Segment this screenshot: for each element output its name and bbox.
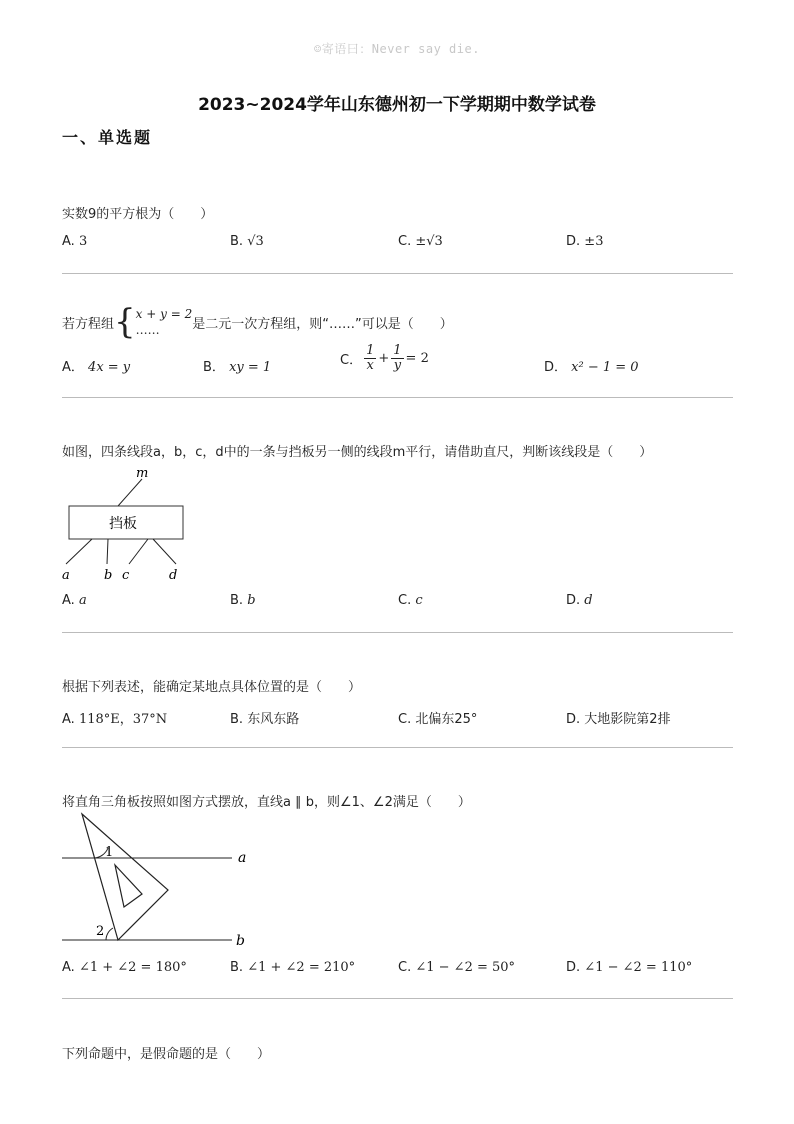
triangle-ruler-inner (115, 865, 142, 907)
q1-option-d[interactable]: D. ±3 (566, 234, 604, 249)
baffle-figure (60, 464, 200, 586)
system-line-2: …… (135, 323, 160, 337)
baffle-label: 挡板 (109, 516, 137, 532)
label-line-a: a (238, 850, 247, 866)
q3-option-c[interactable]: C. c (398, 593, 423, 608)
angle-1-label: 1 (105, 845, 114, 860)
q2-option-b[interactable]: B． xy = 1 (203, 360, 272, 375)
divider (62, 998, 733, 999)
label-a: a (62, 568, 70, 583)
q1-option-c[interactable]: C. ±√3 (398, 234, 443, 249)
segment-c (129, 539, 148, 564)
q5-option-c[interactable]: C. ∠1 − ∠2 = 50° (398, 960, 516, 975)
triangle-ruler-outer (82, 814, 168, 940)
segment-d (153, 539, 176, 564)
smiley-icon: ☺ (314, 42, 322, 56)
q3-option-d[interactable]: D. d (566, 593, 593, 608)
q4-option-b[interactable]: B. 东风东路 (230, 712, 300, 727)
q5-option-a[interactable]: A. ∠1 + ∠2 = 180° (62, 960, 187, 975)
q3-option-b[interactable]: B. b (230, 593, 256, 608)
q2-option-c[interactable]: C． $\frac{1}{x}$ + $\frac{1}{y}$ = 2 (340, 343, 429, 373)
q1-option-b[interactable]: B. √3 (230, 234, 264, 249)
q1-option-a[interactable]: A. 3 (62, 234, 88, 249)
divider (62, 632, 733, 633)
question-5-stem: 将直角三角板按照如图方式摆放，直线a ∥ b，则∠1、∠2满足（ ） (62, 795, 471, 810)
divider (62, 273, 733, 274)
q2-option-a[interactable]: A． 4x = y (62, 360, 131, 375)
divider (62, 397, 733, 398)
question-1-stem: 实数9的平方根为（ ） (62, 207, 214, 222)
q4-option-c[interactable]: C. 北偏东25° (398, 712, 478, 727)
q4-option-d[interactable]: D. 大地影院第2排 (566, 712, 671, 727)
system-line-1: x + y = 2 (135, 307, 193, 321)
q4-option-a[interactable]: A. 118°E，37°N (62, 712, 168, 727)
label-c: c (122, 568, 130, 583)
segment-m (118, 479, 142, 506)
motto-text: 寄语曰：Never say die. (321, 42, 480, 56)
system-brace: { (114, 302, 136, 342)
angle-2-arc (106, 928, 113, 940)
segment-a (66, 539, 92, 564)
question-2-stem: 若方程组 { x + y = 2 …… 是二元一次方程组，则“……”可以是（ ） (62, 302, 453, 342)
question-3-stem: 如图，四条线段a，b，c，d中的一条与挡板另一侧的线段m平行，请借助直尺，判断该线段是（ ） (62, 445, 653, 460)
question-6-stem: 下列命题中，是假命题的是（ ） (62, 1047, 271, 1062)
motto-line (0, 40, 794, 57)
q5-option-b[interactable]: B. ∠1 + ∠2 = 210° (230, 960, 356, 975)
q5-option-d[interactable]: D. ∠1 − ∠2 = 110° (566, 960, 693, 975)
section-heading: 一、单选题 (62, 128, 153, 147)
label-b: b (104, 568, 113, 583)
divider (62, 747, 733, 748)
angle-2-label: 2 (96, 924, 105, 939)
question-4-stem: 根据下列表述，能确定某地点具体位置的是（ ） (62, 680, 362, 695)
label-m: m (136, 466, 149, 481)
q2-option-d[interactable]: D． x² − 1 = 0 (544, 360, 639, 375)
segment-b (107, 539, 108, 564)
page-title: 2023~2024学年山东德州初一下学期期中数学试卷 (198, 95, 596, 115)
label-line-b: b (236, 933, 245, 949)
q3-option-a[interactable]: A. a (62, 593, 87, 608)
label-d: d (169, 568, 178, 583)
triangle-ruler-figure (60, 810, 260, 950)
